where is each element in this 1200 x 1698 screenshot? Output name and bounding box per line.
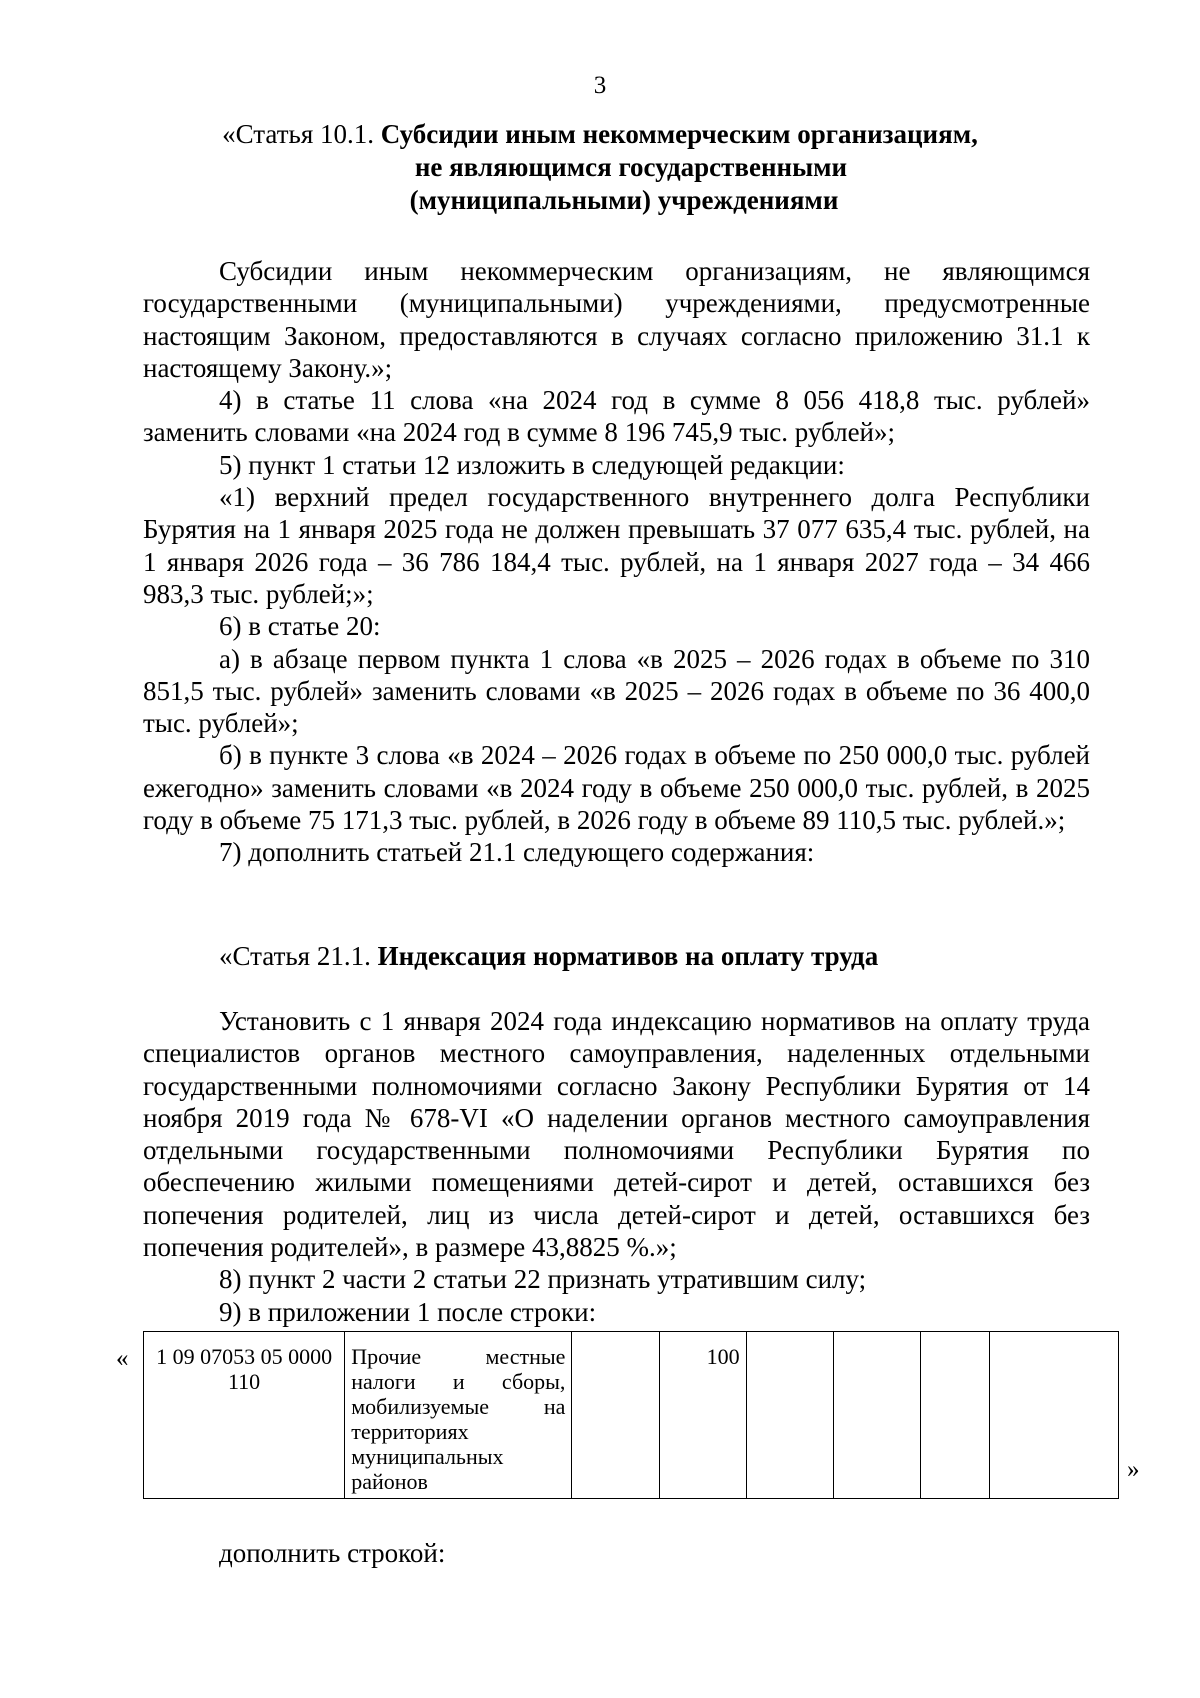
item-9: 9) в приложении 1 после строки:	[219, 1296, 597, 1327]
item-6a: а) в абзаце первом пункта 1 слова «в 2025 – 2026 годах в объеме по 310 851,5 тыс. рублей» заменить словами «в 2025 – 2026 годах в объеме по 36 400,0 тыс. рублей»;	[143, 643, 1090, 739]
item-4: 4) в статье 11 слова «на 2024 год в сумме 8 056 418,8 тыс. рублей» заменить словами «на 2024 год в сумме 8 196 745,9 тыс. рублей»;	[143, 385, 1090, 448]
page-number: 3	[593, 72, 607, 99]
item-8: 8) пункт 2 части 2 статьи 22 признать утратившим силу;	[219, 1264, 867, 1295]
table-open-quote: «	[116, 1345, 129, 1372]
main-text	[143, 255, 1090, 869]
article-10-1-title-line3: (муниципальными) учреждениями	[409, 185, 839, 215]
item-6: 6) в статье 20:	[219, 611, 381, 642]
article-10-1-title-line1: Субсидии иным некоммерческим организациям,	[380, 119, 978, 149]
add-row-text: дополнить строкой:	[219, 1538, 446, 1568]
item-5-text: «1) верхний предел государственного внутреннего долга Республики Бурятия на 1 января 2025 года не должен превышать 37 077 635,4 тыс. рублей, на 1 января 2026 года – 36 786 184,4 тыс. рублей, на 1 января 2027 года – 34 466 983,3 тыс. рублей;»;	[143, 482, 1090, 609]
table-row	[144, 1332, 1119, 1499]
article-21-1-heading	[219, 940, 878, 973]
article-10-1-body: Субсидии иным некоммерческим организациям, не являющимся государственными (муниципальными) учреждениями, предусмотренные настоящим Законом, предоставляются в случаях согласно приложению 31.1 к настоящему Закону.»;	[143, 256, 1090, 383]
cell-empty-2	[746, 1332, 833, 1499]
cell-empty-3	[833, 1332, 920, 1499]
article-10-1-prefix: «Статья 10.1.	[222, 119, 381, 149]
article-21-1-body: Установить с 1 января 2024 года индексацию нормативов на оплату труда специалистов органов местного самоуправления, наделенных отдельными государственными полномочиями согласно Закону Республики Бурятия от 14 ноября 2019 года № 678-VI «О наделении органов местного самоуправления отдельными государственными полномочиями Республики Бурятия по обеспечению жилыми помещениями детей-сирот и детей, оставшихся без попечения родителей, лиц из числа детей-сирот и детей, оставшихся без попечения родителей», в размере 43,8825 %.»;	[143, 1006, 1090, 1263]
article-21-1-prefix: «Статья 21.1.	[219, 941, 378, 971]
article-10-1-heading-line2	[62, 151, 1200, 184]
table-close-quote: »	[1127, 1456, 1140, 1483]
cell-value: 100	[659, 1332, 746, 1499]
cell-empty-1	[572, 1332, 659, 1499]
item-5: 5) пункт 1 статьи 12 изложить в следующей редакции:	[219, 449, 845, 480]
cell-empty-5	[989, 1332, 1118, 1499]
cell-name: Прочие местные налоги и сборы, мобилизуемые на территориях муниципальных районов	[345, 1332, 572, 1499]
article-21-1-text	[143, 1005, 1090, 1328]
article-21-1-title: Индексация нормативов на оплату труда	[377, 941, 879, 971]
appendix-table	[143, 1331, 1119, 1499]
article-10-1-heading-line3	[48, 184, 1200, 217]
article-10-1-heading	[0, 118, 1200, 217]
cell-empty-4	[920, 1332, 989, 1499]
item-6b: б) в пункте 3 слова «в 2024 – 2026 годах в объеме по 250 000,0 тыс. рублей ежегодно» заменить словами «в 2024 году в объеме 250 000,0 тыс. рублей, в 2025 году в объеме 75 171,3 тыс. рублей, в 2026 году в объеме 89 110,5 тыс. рублей.»;	[143, 740, 1090, 836]
article-10-1-title-line2: не являющимся государственными	[414, 152, 848, 182]
cell-code: 1 09 07053 05 0000 110	[144, 1332, 345, 1499]
article-10-1-heading-line1	[0, 118, 1200, 151]
item-7: 7) дополнить статьей 21.1 следующего содержания:	[219, 837, 815, 868]
